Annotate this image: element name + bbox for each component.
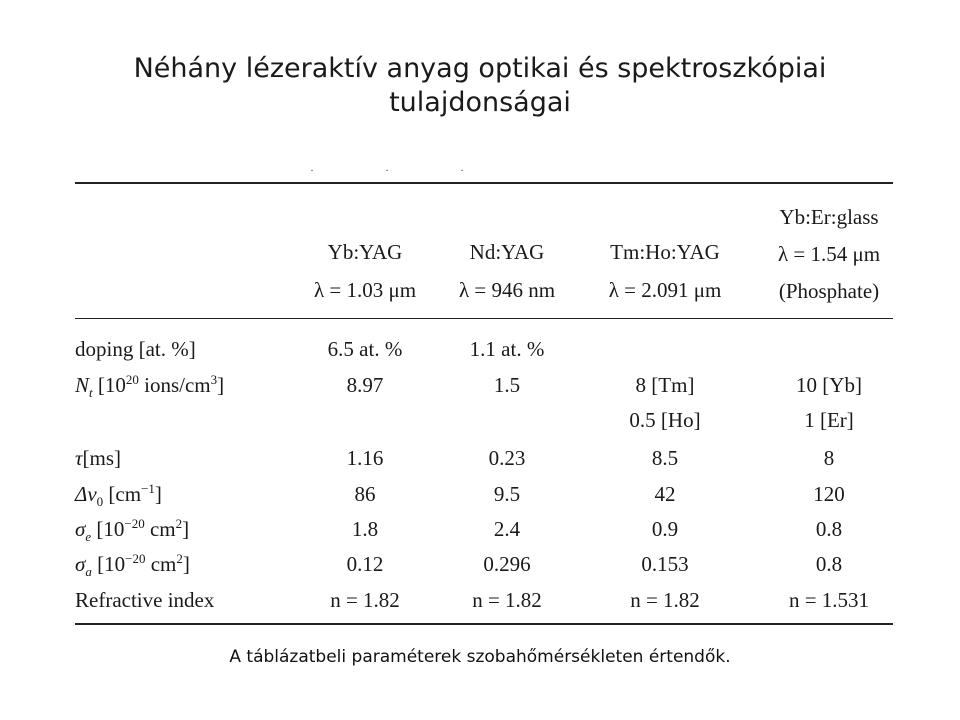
cell-dnu-nd-yag: 9.5 bbox=[493, 482, 521, 506]
row-label-doping: doping [at. %] bbox=[75, 337, 196, 361]
row-label-nt: $N_t$ [$10^{20}$ ions/$cm^3$] bbox=[75, 372, 225, 401]
title-line-2: tulajdonságai bbox=[389, 87, 571, 118]
cell-nt2-tm-ho-yag: 0.5 [Ho] bbox=[629, 408, 701, 432]
cell-nt-nd-yag: 1.5 bbox=[493, 373, 521, 397]
cell-tau-nd-yag: 0.23 bbox=[488, 446, 526, 470]
cell-nt-tm-ho-yag: 8 [Tm] bbox=[635, 373, 695, 397]
cell-ri-yb-er-glass: n = 1.531 bbox=[788, 588, 870, 612]
cell-dnu-yb-yag: 86 bbox=[354, 482, 376, 506]
cell-ri-yb-yag: n = 1.82 bbox=[330, 588, 400, 612]
col-header-yb-yag: Yb:YAG bbox=[327, 240, 403, 264]
cell-sa-nd-yag: 0.296 bbox=[483, 552, 531, 576]
cell-sa-yb-er-glass: 0.8 bbox=[815, 552, 843, 576]
cell-se-tm-ho-yag: 0.9 bbox=[651, 517, 679, 541]
properties-table bbox=[75, 0, 893, 720]
row-label-dnu: $\Delta\nu_0$ $[cm^{-1}]$ bbox=[75, 481, 162, 510]
cell-nt2-yb-er-glass: 1 [Er] bbox=[804, 408, 854, 432]
row-label-sigma-a: $\sigma_a$ [$10^{-20}$ $cm^2$] bbox=[75, 551, 190, 580]
col-header-yb-er-glass-wavelength: λ = 1.54 μm bbox=[777, 242, 881, 266]
col-header-nd-yag-wavelength: λ = 946 nm bbox=[458, 278, 556, 302]
cell-tau-yb-er-glass: 8 bbox=[823, 446, 835, 470]
cell-doping-yb-yag: 6.5 at. % bbox=[327, 337, 403, 361]
cell-tau-yb-yag: 1.16 bbox=[346, 446, 384, 470]
cell-doping-nd-yag: 1.1 at. % bbox=[469, 337, 545, 361]
cell-dnu-yb-er-glass: 120 bbox=[813, 482, 845, 506]
row-label-tau: τ[ms] bbox=[75, 446, 122, 470]
col-header-tm-ho-yag-wavelength: λ = 2.091 μm bbox=[608, 278, 722, 302]
cell-se-nd-yag: 2.4 bbox=[493, 517, 521, 541]
cell-sa-tm-ho-yag: 0.153 bbox=[641, 552, 689, 576]
title-line-1: Néhány lézeraktív anyag optikai és spektroszkópiai bbox=[133, 53, 827, 84]
row-label-sigma-e: $\sigma_e$ [$10^{-20}$ $cm^2$] bbox=[75, 516, 190, 545]
cell-tau-tm-ho-yag: 8.5 bbox=[651, 446, 679, 470]
cell-ri-nd-yag: n = 1.82 bbox=[472, 588, 542, 612]
col-header-yb-yag-wavelength: λ = 1.03 μm bbox=[313, 278, 417, 302]
cell-sa-yb-yag: 0.12 bbox=[346, 552, 384, 576]
scan-artifact: · · · bbox=[310, 163, 498, 177]
footnote: A táblázatbeli paraméterek szobahőmérsékleten értendők. bbox=[229, 647, 731, 667]
cell-dnu-tm-ho-yag: 42 bbox=[654, 482, 676, 506]
col-header-yb-er-glass-type: (Phosphate) bbox=[778, 279, 880, 303]
col-header-tm-ho-yag: Tm:Ho:YAG bbox=[610, 240, 720, 264]
col-header-yb-er-glass: Yb:Er:glass bbox=[779, 205, 879, 229]
row-label-refractive-index: Refractive index bbox=[75, 588, 215, 612]
col-header-nd-yag: Nd:YAG bbox=[469, 240, 545, 264]
cell-nt-yb-er-glass: 10 [Yb] bbox=[796, 373, 862, 397]
cell-ri-tm-ho-yag: n = 1.82 bbox=[630, 588, 700, 612]
cell-se-yb-er-glass: 0.8 bbox=[815, 517, 843, 541]
cell-se-yb-yag: 1.8 bbox=[351, 517, 379, 541]
cell-nt-yb-yag: 8.97 bbox=[346, 373, 384, 397]
